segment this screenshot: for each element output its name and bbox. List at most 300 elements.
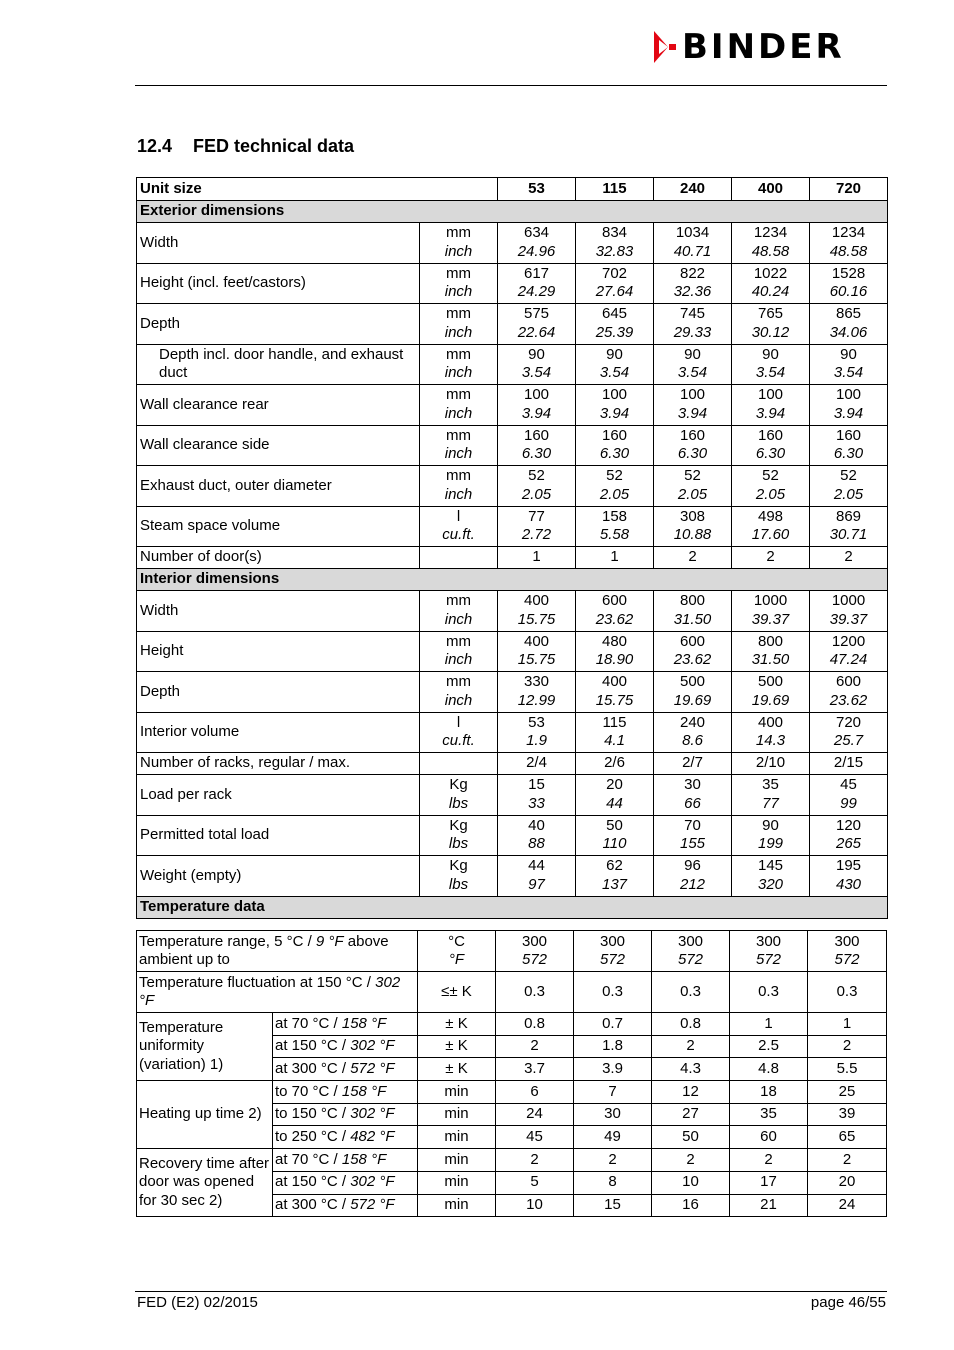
unit-cell: min [418, 1194, 496, 1217]
binder-logo [654, 27, 845, 67]
unit-primary: mm [446, 345, 471, 363]
condition-text: at 300 °C / [275, 1196, 351, 1214]
value-secondary: 19.69 [673, 691, 712, 709]
value-cell [810, 466, 888, 507]
value-primary: 575 [523, 305, 550, 323]
value-primary: 96 [684, 857, 701, 875]
unit-cell [420, 712, 498, 753]
value-cell: 4.8 [730, 1058, 808, 1081]
value-secondary: 2.05 [677, 485, 708, 503]
condition-italic: 158 °F [341, 1082, 387, 1100]
value-primary: 52 [762, 467, 779, 485]
footer-rule [135, 1291, 887, 1292]
value-cell [654, 856, 732, 897]
value-primary: 77 [528, 507, 545, 525]
unit-secondary: inch [444, 651, 473, 669]
condition-italic: 302 °F [350, 1105, 395, 1123]
value-secondary: 23.62 [829, 691, 868, 709]
value-cell [654, 304, 732, 345]
value-secondary: 24.29 [517, 283, 556, 301]
value-secondary: 2.05 [521, 485, 552, 503]
value-cell: 2.5 [730, 1035, 808, 1058]
value-primary: 90 [840, 345, 857, 363]
value-cell [810, 223, 888, 264]
value-cell [498, 223, 576, 264]
value-primary: 600 [601, 592, 628, 610]
unit-cell [420, 263, 498, 304]
value-cell [576, 466, 654, 507]
value-cell [576, 223, 654, 264]
value-secondary: 199 [757, 835, 784, 853]
value-secondary: 320 [757, 875, 784, 893]
row-label: Height (incl. feet/castors) [137, 263, 420, 304]
unit-cell [420, 385, 498, 426]
table-row [137, 304, 888, 345]
value-primary: 115 [602, 713, 627, 731]
value-cell [810, 815, 888, 856]
value-cell [652, 931, 730, 972]
unit-cell [420, 631, 498, 672]
value-cell: 0.3 [652, 972, 730, 1013]
value-cell: 49 [574, 1126, 652, 1149]
value-primary: 400 [757, 713, 784, 731]
value-cell [730, 931, 808, 972]
value-cell: 20 [808, 1171, 887, 1194]
value-cell [654, 815, 732, 856]
header-rule [135, 85, 887, 86]
racks-row [137, 753, 888, 775]
condition-cell [273, 1081, 418, 1104]
unit-primary: Kg [449, 857, 468, 875]
value-cell [654, 631, 732, 672]
value-primary: 52 [840, 467, 857, 485]
unit-cell: ± K [418, 1013, 496, 1036]
label-part: Temperature range, 5 °C / [139, 932, 316, 950]
value-cell: 0.3 [730, 972, 808, 1013]
condition-italic: 158 °F [341, 1150, 387, 1168]
unit-cell: min [418, 1171, 496, 1194]
value-cell: 2/10 [732, 753, 810, 775]
unit-primary: °C [448, 932, 465, 950]
value-primary: 400 [523, 632, 550, 650]
value-primary: 195 [835, 857, 862, 875]
value-secondary: 2.05 [833, 485, 864, 503]
value-primary: 500 [757, 673, 784, 691]
value-cell [732, 466, 810, 507]
unit-cell [420, 775, 498, 816]
logo-text: BINDER [682, 27, 845, 67]
value-secondary: 40.71 [673, 242, 712, 260]
value-primary: 1022 [753, 264, 788, 282]
value-secondary: 3.94 [833, 404, 864, 422]
unit-cell [420, 547, 498, 569]
unit-cell [418, 931, 496, 972]
value-primary: 52 [684, 467, 701, 485]
value-secondary: 2.72 [521, 526, 552, 544]
value-cell [732, 815, 810, 856]
value-cell: 24 [496, 1103, 574, 1126]
value-cell: 2 [808, 1149, 887, 1172]
value-cell [810, 591, 888, 632]
row-label: Weight (empty) [137, 856, 420, 897]
value-primary: 160 [757, 426, 784, 444]
value-primary: 100 [601, 386, 628, 404]
unit-cell: ≤± K [418, 972, 496, 1013]
value-primary: 100 [757, 386, 784, 404]
row-label: Depth incl. door handle, and exhaust duct [137, 344, 420, 385]
unit-cell [420, 753, 498, 775]
unit-cell: min [418, 1103, 496, 1126]
value-secondary: 25.39 [595, 323, 634, 341]
value-cell [810, 425, 888, 466]
value-secondary: 23.62 [595, 610, 634, 628]
value-secondary: 24.96 [517, 242, 556, 260]
row-label: Height [137, 631, 420, 672]
value-secondary: 39.37 [751, 610, 790, 628]
spec-table-body [137, 178, 888, 919]
value-primary: 160 [601, 426, 628, 444]
condition-text: at 70 °C / [275, 1014, 342, 1032]
value-secondary: 572 [755, 951, 782, 968]
value-cell: 24 [808, 1194, 887, 1217]
condition-italic: 572 °F [350, 1196, 395, 1214]
unit-primary: mm [446, 467, 471, 485]
value-primary: 300 [834, 932, 860, 950]
value-secondary: 8.6 [682, 732, 703, 750]
unit-secondary: inch [444, 485, 473, 503]
unit-size-label: Unit size [137, 178, 498, 201]
value-cell [498, 425, 576, 466]
unit-primary: mm [446, 426, 471, 444]
value-primary: 90 [606, 345, 623, 363]
label-italic: 302 °F [139, 973, 401, 1009]
value-secondary: 29.33 [673, 323, 712, 341]
value-cell: 25 [808, 1081, 887, 1104]
value-secondary: 6.30 [755, 445, 786, 463]
table-row [137, 712, 888, 753]
row-label [137, 972, 418, 1013]
temperature-uniformity-row [137, 1013, 887, 1036]
value-primary: 869 [835, 507, 862, 525]
value-cell [732, 591, 810, 632]
unit-primary: l [456, 713, 461, 731]
condition-text: at 300 °C / [275, 1059, 351, 1077]
unit-secondary: inch [444, 610, 473, 628]
unit-primary: Kg [449, 776, 468, 794]
value-primary: 160 [679, 426, 706, 444]
row-label: Number of racks, regular / max. [137, 753, 420, 775]
value-secondary: 6.30 [677, 445, 708, 463]
value-secondary: 10.88 [673, 526, 712, 544]
row-label: Depth [137, 304, 420, 345]
value-cell: 17 [730, 1171, 808, 1194]
unit-cell [420, 591, 498, 632]
value-primary: 634 [523, 224, 550, 242]
value-primary: 62 [606, 857, 623, 875]
value-cell: 12 [652, 1081, 730, 1104]
value-secondary: 32.83 [595, 242, 634, 260]
value-secondary: 14.3 [755, 732, 786, 750]
unit-cell [420, 304, 498, 345]
value-secondary: 66 [684, 794, 701, 812]
value-secondary: 40.24 [751, 283, 790, 301]
value-cell [576, 712, 654, 753]
table-row [137, 466, 888, 507]
row-label: Depth [137, 672, 420, 713]
value-cell: 15 [574, 1194, 652, 1217]
value-primary: 1034 [675, 224, 710, 242]
value-secondary: 77 [762, 794, 779, 812]
unit-secondary: lbs [448, 835, 469, 853]
value-primary: 702 [601, 264, 628, 282]
value-secondary: 3.94 [677, 404, 708, 422]
section-heading [137, 136, 354, 157]
value-cell [576, 344, 654, 385]
value-secondary: 265 [835, 835, 862, 853]
condition-cell [273, 1058, 418, 1081]
value-primary: 100 [523, 386, 550, 404]
row-label [137, 931, 418, 972]
doors-row [137, 547, 888, 569]
interior-dimensions-section-title: Interior dimensions [137, 569, 888, 591]
value-cell: 60 [730, 1126, 808, 1149]
value-cell [576, 304, 654, 345]
unit-secondary: inch [444, 445, 473, 463]
value-cell [732, 304, 810, 345]
value-primary: 600 [679, 632, 706, 650]
unit-cell: ± K [418, 1035, 496, 1058]
value-primary: 822 [679, 264, 706, 282]
value-cell: 35 [730, 1103, 808, 1126]
value-primary: 480 [601, 632, 628, 650]
table-row [137, 815, 888, 856]
row-label: Width [137, 591, 420, 632]
value-primary: 1234 [753, 224, 788, 242]
value-primary: 120 [835, 816, 862, 834]
value-secondary: 19.69 [751, 691, 790, 709]
value-cell [810, 856, 888, 897]
value-primary: 330 [523, 673, 550, 691]
value-secondary: 25.7 [833, 732, 864, 750]
unit-secondary: inch [444, 364, 473, 382]
value-primary: 500 [679, 673, 706, 691]
unit-secondary: inch [444, 404, 473, 422]
value-primary: 834 [601, 224, 628, 242]
condition-text: at 150 °C / [275, 1173, 351, 1191]
value-primary: 240 [679, 713, 706, 731]
value-cell [498, 815, 576, 856]
value-primary: 720 [835, 713, 862, 731]
unit-primary: mm [446, 264, 471, 282]
unit-secondary: lbs [448, 794, 469, 812]
value-cell: 1 [730, 1013, 808, 1036]
unit-size-header: 240 [654, 178, 732, 201]
value-primary: 45 [840, 776, 857, 794]
value-cell: 3.7 [496, 1058, 574, 1081]
condition-text: at 150 °C / [275, 1037, 351, 1055]
value-cell [810, 775, 888, 816]
value-secondary: 3.94 [755, 404, 786, 422]
value-primary: 90 [684, 345, 701, 363]
condition-cell [273, 1194, 418, 1217]
value-cell [498, 263, 576, 304]
temperature-fluctuation-row [137, 972, 887, 1013]
unit-size-header: 720 [810, 178, 888, 201]
value-cell [498, 591, 576, 632]
value-secondary: 31.50 [673, 610, 712, 628]
value-primary: 20 [606, 776, 623, 794]
value-primary: 800 [757, 632, 784, 650]
value-primary: 600 [835, 673, 862, 691]
value-cell: 18 [730, 1081, 808, 1104]
value-secondary: 15.75 [517, 651, 556, 669]
table-row [137, 775, 888, 816]
value-primary: 50 [606, 816, 623, 834]
value-cell: 2 [808, 1035, 887, 1058]
value-secondary: 88 [528, 835, 545, 853]
temperature-data-section [137, 896, 888, 918]
value-secondary: 212 [679, 875, 706, 893]
unit-primary: mm [446, 632, 471, 650]
value-cell: 10 [496, 1194, 574, 1217]
value-secondary: 18.90 [595, 651, 634, 669]
value-cell: 2 [652, 1149, 730, 1172]
condition-italic: 302 °F [350, 1037, 395, 1055]
value-cell: 1 [808, 1013, 887, 1036]
value-primary: 1000 [831, 592, 866, 610]
value-cell [576, 385, 654, 426]
value-cell [654, 263, 732, 304]
value-cell: 16 [652, 1194, 730, 1217]
value-cell: 5 [496, 1171, 574, 1194]
value-cell [654, 466, 732, 507]
value-cell: 0.8 [496, 1013, 574, 1036]
unit-cell: min [418, 1149, 496, 1172]
condition-cell [273, 1126, 418, 1149]
value-cell: 8 [574, 1171, 652, 1194]
value-primary: 40 [528, 816, 545, 834]
value-cell [808, 931, 887, 972]
value-primary: 745 [679, 305, 706, 323]
value-primary: 1528 [831, 264, 866, 282]
value-cell [576, 815, 654, 856]
temperature-data-section-title: Temperature data [137, 896, 888, 918]
value-cell [732, 425, 810, 466]
value-cell: 30 [574, 1103, 652, 1126]
value-secondary: 15.75 [517, 610, 556, 628]
value-cell: 0.3 [808, 972, 887, 1013]
value-secondary: 27.64 [595, 283, 634, 301]
value-secondary: 2.05 [599, 485, 630, 503]
table-row [137, 263, 888, 304]
label-part: above ambient up to [139, 932, 389, 968]
value-primary: 100 [835, 386, 862, 404]
value-cell [576, 856, 654, 897]
value-secondary: 5.58 [599, 526, 630, 544]
value-secondary: 31.50 [751, 651, 790, 669]
unit-cell [420, 344, 498, 385]
interior-dimensions-section [137, 569, 888, 591]
value-cell [810, 672, 888, 713]
value-cell [654, 385, 732, 426]
unit-cell [420, 856, 498, 897]
value-cell [576, 506, 654, 547]
value-cell [498, 304, 576, 345]
value-primary: 44 [528, 857, 545, 875]
unit-primary: Kg [449, 816, 468, 834]
value-secondary: 3.54 [599, 364, 630, 382]
value-primary: 35 [762, 776, 779, 794]
exterior-dimensions-section-title: Exterior dimensions [137, 201, 888, 223]
value-secondary: 99 [840, 794, 857, 812]
unit-size-row [137, 178, 888, 201]
value-cell [810, 344, 888, 385]
value-secondary: 137 [601, 875, 628, 893]
temperature-uniformity-label: Temperature uniformity (variation) 1) [137, 1013, 273, 1081]
value-cell: 2/4 [498, 753, 576, 775]
value-cell: 2/6 [576, 753, 654, 775]
value-secondary: 48.58 [829, 242, 868, 260]
value-cell [576, 591, 654, 632]
unit-cell [420, 425, 498, 466]
unit-secondary: cu.ft. [442, 732, 475, 750]
section-number: 12.4 [137, 136, 173, 156]
value-primary: 1234 [831, 224, 866, 242]
row-label: Wall clearance side [137, 425, 420, 466]
value-secondary: 6.30 [599, 445, 630, 463]
value-cell: 39 [808, 1103, 887, 1126]
condition-cell [273, 1013, 418, 1036]
value-primary: 1200 [831, 632, 866, 650]
unit-secondary: lbs [448, 875, 469, 893]
value-secondary: 30.71 [829, 526, 868, 544]
value-secondary: 33 [528, 794, 545, 812]
footer-page-number: page 46/55 [810, 1294, 886, 1311]
value-cell [810, 631, 888, 672]
value-cell: 2 [496, 1149, 574, 1172]
value-primary: 145 [757, 857, 784, 875]
value-secondary: 3.54 [755, 364, 786, 382]
value-cell: 27 [652, 1103, 730, 1126]
spec-table [136, 177, 888, 919]
value-primary: 100 [679, 386, 706, 404]
value-cell [732, 631, 810, 672]
value-primary: 300 [521, 932, 548, 950]
value-cell: 2 [810, 547, 888, 569]
value-secondary: 572 [834, 951, 860, 968]
value-cell: 2 [496, 1035, 574, 1058]
value-cell [574, 931, 652, 972]
heating-up-time-label: Heating up time 2) [137, 1081, 273, 1149]
value-cell: 1 [498, 547, 576, 569]
row-label: Permitted total load [137, 815, 420, 856]
value-cell [732, 344, 810, 385]
row-label: Interior volume [137, 712, 420, 753]
value-secondary: 44 [606, 794, 623, 812]
value-primary: 300 [677, 932, 704, 950]
value-cell: 4.3 [652, 1058, 730, 1081]
label-italic: 9 °F [315, 932, 344, 950]
temperature-range-row [137, 931, 887, 972]
value-secondary: 32.36 [673, 283, 712, 301]
value-cell [576, 775, 654, 816]
value-secondary: 110 [602, 835, 627, 853]
value-cell [732, 672, 810, 713]
unit-secondary: inch [444, 242, 473, 260]
value-secondary: 3.54 [677, 364, 708, 382]
condition-cell [273, 1171, 418, 1194]
row-label: Exhaust duct, outer diameter [137, 466, 420, 507]
